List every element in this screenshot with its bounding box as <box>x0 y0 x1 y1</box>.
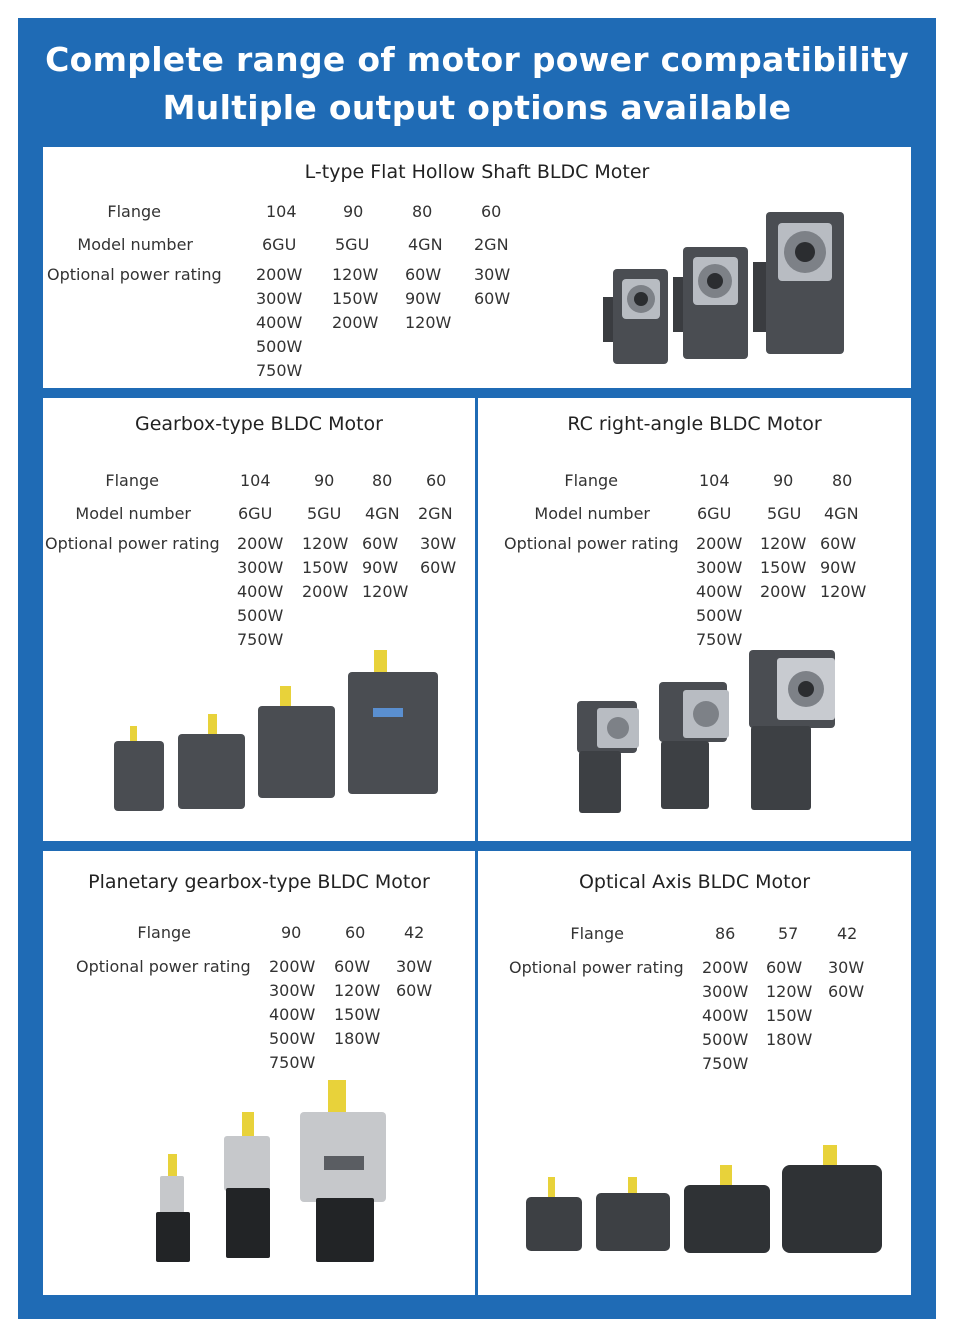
power-column <box>302 532 348 604</box>
power-column <box>237 532 283 652</box>
gearbox-motors-image <box>108 646 448 816</box>
power-rating-label: Optional power rating <box>509 958 684 977</box>
header-line-1: Complete range of motor power compatibility <box>45 40 909 79</box>
power-column <box>396 955 432 1003</box>
power-value: 120W <box>362 582 409 601</box>
flange-value: 104 <box>240 471 271 490</box>
power-value: 120W <box>766 982 813 1001</box>
power-column <box>820 532 866 604</box>
power-value: 90W <box>362 558 399 577</box>
power-value: 750W <box>237 630 284 649</box>
power-value: 200W <box>302 582 349 601</box>
power-value: 500W <box>702 1030 749 1049</box>
power-value: 30W <box>420 534 457 553</box>
model-value: 2GN <box>474 235 509 254</box>
power-value: 300W <box>702 982 749 1001</box>
power-column <box>828 956 864 1004</box>
flange-label: Flange <box>570 924 624 943</box>
power-value: 300W <box>269 981 316 1000</box>
flange-value: 90 <box>343 202 364 221</box>
model-value: 2GN <box>418 504 453 523</box>
model-value: 4GN <box>408 235 443 254</box>
power-value: 400W <box>256 313 303 332</box>
power-value: 90W <box>405 289 442 308</box>
model-number-label: Model number <box>77 235 193 254</box>
power-value: 400W <box>702 1006 749 1025</box>
flange-value: 42 <box>837 924 858 943</box>
model-number-label: Model number <box>534 504 650 523</box>
power-rating-label: Optional power rating <box>47 265 222 284</box>
power-column <box>766 956 812 1052</box>
model-value: 5GU <box>767 504 802 523</box>
power-value: 500W <box>696 606 743 625</box>
power-value: 750W <box>696 630 743 649</box>
power-column <box>696 532 742 652</box>
flange-value: 104 <box>266 202 297 221</box>
power-value: 750W <box>269 1053 316 1072</box>
power-value: 180W <box>334 1029 381 1048</box>
power-value: 90W <box>820 558 857 577</box>
flange-value: 80 <box>372 471 393 490</box>
panel-rc <box>478 398 911 841</box>
power-value: 60W <box>828 982 865 1001</box>
model-value: 6GU <box>262 235 297 254</box>
power-rating-label: Optional power rating <box>504 534 679 553</box>
power-column <box>420 532 456 580</box>
power-value: 200W <box>332 313 379 332</box>
power-value: 60W <box>334 957 371 976</box>
power-value: 30W <box>474 265 511 284</box>
flange-value: 90 <box>281 923 302 942</box>
panel-optical <box>478 851 911 1295</box>
flange-value: 60 <box>426 471 447 490</box>
power-column <box>269 955 315 1075</box>
power-value: 150W <box>334 1005 381 1024</box>
power-value: 150W <box>332 289 379 308</box>
power-column <box>256 263 302 383</box>
model-value: 6GU <box>697 504 732 523</box>
power-value: 60W <box>396 981 433 1000</box>
power-column <box>334 955 380 1051</box>
power-value: 120W <box>302 534 349 553</box>
model-value: 4GN <box>824 504 859 523</box>
power-value: 180W <box>766 1030 813 1049</box>
power-column <box>332 263 378 335</box>
power-value: 60W <box>362 534 399 553</box>
power-value: 500W <box>237 606 284 625</box>
flange-value: 57 <box>778 924 799 943</box>
power-value: 400W <box>696 582 743 601</box>
panel-title: Optical Axis BLDC Motor <box>578 871 811 893</box>
power-column <box>405 263 451 335</box>
flange-value: 80 <box>412 202 433 221</box>
panel-planetary <box>43 851 475 1295</box>
power-column <box>702 956 748 1076</box>
header-line-2: Multiple output options available <box>162 88 792 127</box>
power-value: 150W <box>766 1006 813 1025</box>
flange-value: 90 <box>314 471 335 490</box>
power-value: 60W <box>820 534 857 553</box>
model-value: 4GN <box>365 504 400 523</box>
flange-value: 90 <box>773 471 794 490</box>
flange-label: Flange <box>137 923 191 942</box>
power-value: 60W <box>420 558 457 577</box>
power-value: 120W <box>405 313 452 332</box>
power-rating-label: Optional power rating <box>76 957 251 976</box>
panel-ltype <box>43 147 911 388</box>
model-value: 5GU <box>307 504 342 523</box>
power-value: 120W <box>760 534 807 553</box>
panel-title: RC right-angle BLDC Motor <box>567 413 822 435</box>
optical-motors-image <box>520 1141 890 1266</box>
power-value: 120W <box>334 981 381 1000</box>
power-value: 200W <box>760 582 807 601</box>
flange-value: 86 <box>715 924 736 943</box>
panel-title: Planetary gearbox-type BLDC Motor <box>88 871 430 893</box>
power-value: 300W <box>256 289 303 308</box>
power-value: 200W <box>696 534 743 553</box>
flange-value: 60 <box>345 923 366 942</box>
model-value: 6GU <box>238 504 273 523</box>
power-value: 200W <box>702 958 749 977</box>
model-value: 5GU <box>335 235 370 254</box>
power-value: 120W <box>820 582 867 601</box>
power-value: 120W <box>332 265 379 284</box>
model-number-label: Model number <box>75 504 191 523</box>
power-value: 750W <box>256 361 303 380</box>
power-value: 500W <box>256 337 303 356</box>
flange-label: Flange <box>105 471 159 490</box>
power-value: 400W <box>237 582 284 601</box>
flange-value: 42 <box>404 923 425 942</box>
power-value: 60W <box>405 265 442 284</box>
power-value: 30W <box>828 958 865 977</box>
planetary-motors-image <box>148 1076 398 1266</box>
power-value: 200W <box>237 534 284 553</box>
power-value: 300W <box>696 558 743 577</box>
panel-title: Gearbox-type BLDC Motor <box>134 413 383 435</box>
power-value: 200W <box>256 265 303 284</box>
power-value: 60W <box>474 289 511 308</box>
flange-value: 60 <box>481 202 502 221</box>
ltype-motors-image <box>598 207 898 372</box>
power-value: 200W <box>269 957 316 976</box>
power-value: 150W <box>760 558 807 577</box>
power-rating-label: Optional power rating <box>45 534 220 553</box>
power-column <box>474 263 510 311</box>
panel-title: L-type Flat Hollow Shaft BLDC Moter <box>304 161 650 183</box>
flange-label: Flange <box>107 202 161 221</box>
power-value: 30W <box>396 957 433 976</box>
power-column <box>362 532 408 604</box>
rc-motors-image <box>573 646 843 821</box>
power-value: 300W <box>237 558 284 577</box>
power-value: 60W <box>766 958 803 977</box>
flange-value: 104 <box>699 471 730 490</box>
power-value: 150W <box>302 558 349 577</box>
flange-value: 80 <box>832 471 853 490</box>
flange-label: Flange <box>564 471 618 490</box>
power-column <box>760 532 806 604</box>
power-value: 400W <box>269 1005 316 1024</box>
panel-gearbox <box>43 398 475 841</box>
power-value: 500W <box>269 1029 316 1048</box>
power-value: 750W <box>702 1054 749 1073</box>
